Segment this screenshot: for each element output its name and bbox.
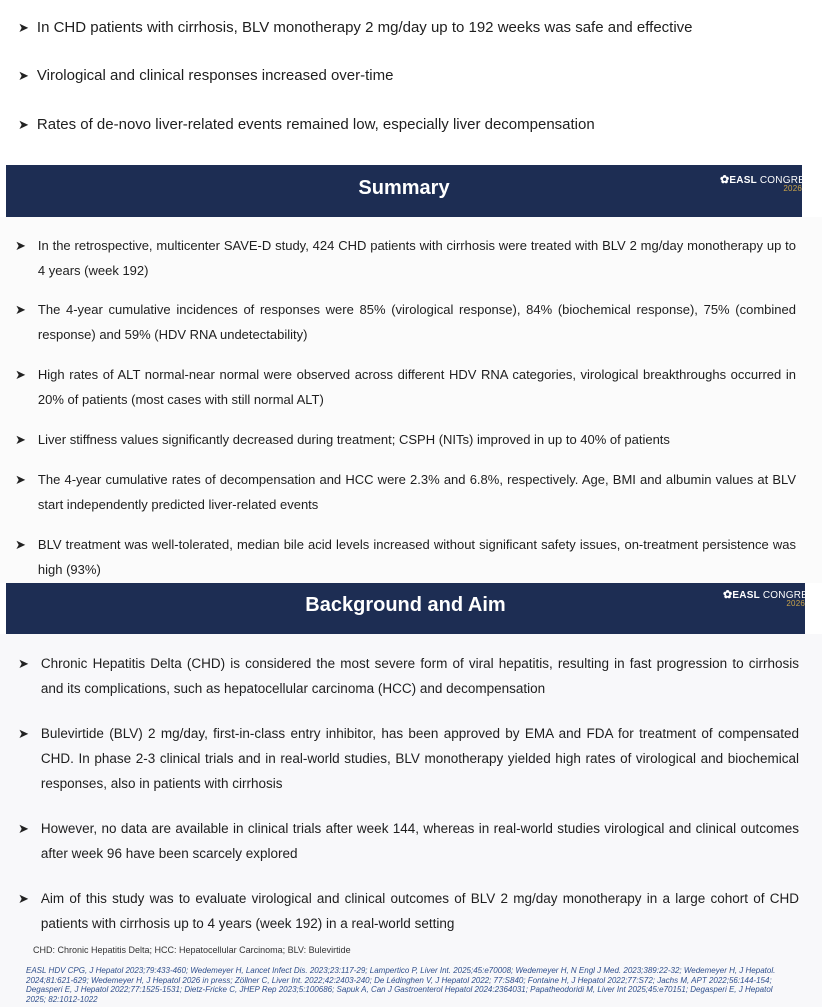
background-section xyxy=(0,634,822,1007)
conclusion-section xyxy=(0,0,822,150)
arrow-bullet-icon: ➤ xyxy=(18,20,29,35)
arrow-bullet-icon: ➤ xyxy=(18,891,29,906)
arrow-bullet-icon: ➤ xyxy=(18,68,29,83)
list-item xyxy=(18,15,798,40)
list-item xyxy=(18,816,799,866)
arrow-bullet-icon: ➤ xyxy=(15,367,26,382)
summary-banner xyxy=(6,165,819,217)
flower-icon: ✿ xyxy=(720,174,730,186)
bullet-text: Rates of de-novo liver-related events remained low, especially liver decompensation xyxy=(36,116,595,133)
list-item xyxy=(15,427,796,452)
arrow-bullet-icon: ➤ xyxy=(18,117,29,132)
flower-icon: ✿ xyxy=(723,589,733,601)
arrow-bullet-icon: ➤ xyxy=(15,302,26,317)
bullet-text: In CHD patients with cirrhosis, BLV monotherapy 2 mg/day up to 192 weeks was safe and effective xyxy=(36,19,693,36)
arrow-bullet-icon: ➤ xyxy=(15,537,26,552)
bullet-text: The 4-year cumulative incidences of responses were 85% (virological response), 84% (biochemical response), 75% (combined response) and 59% (HDV RNA undetectability) xyxy=(37,302,796,342)
background-banner xyxy=(6,583,822,634)
summary-section xyxy=(0,217,822,583)
bullet-text: Virological and clinical responses increased over-time xyxy=(36,67,394,84)
bullet-text: However, no data are available in clinical trials after week 144, whereas in real-world studies virological and clinical outcomes after week 96 have been scarcely explored xyxy=(40,821,799,861)
references: EASL HDV CPG, J Hepatol 2023;79:433-460; Wedemeyer H, Lancet Infect Dis. 2023;23:117-29; Lampertico P, Liver Int. 2025;45:e70008; Wedemeyer H, N Engl J Med. 2023;389:22-32; Wedemeyer H, J Hepatol. 2024;81:621-629; Wedemeyer H, J Hepatol 2026 in press; Zöllner C, Liver Int. 2022;42:2403-240; De Lédinghen V, J Hepatol 2022; 77:S840; Fontaine H, J Hepatol 2022;77:S72; Jachs M, APT 2022;56:144-154; Degasperi E, J Hepatol 2022;77:1525-1531; Dietz-Fricke C, JHEP Rep 2023;5:100686; Sapuk A, Can J Gastroenterol Hepatol 2024:2364031; Papatheodoridi M, Liver Int 2025;45:e70151; Degasperi E, J Hepatol 2025; 82:1012-1022 xyxy=(26,966,776,1004)
arrow-bullet-icon: ➤ xyxy=(18,656,29,671)
bullet-text: In the retrospective, multicenter SAVE-D study, 424 CHD patients with cirrhosis were treated with BLV 2 mg/day monotherapy up to 4 years (week 192) xyxy=(37,238,796,278)
background-title: Background and Aim xyxy=(305,594,506,616)
arrow-bullet-icon: ➤ xyxy=(18,821,29,836)
list-item xyxy=(18,112,798,137)
bullet-text: Bulevirtide (BLV) 2 mg/day, first-in-class entry inhibitor, has been approved by EMA and FDA for treatment of compensated CHD. In phase 2-3 clinical trials and in real-world studies, BLV monotherapy yielded high rates of virological and biochemical responses, also in patients with cirrhosis xyxy=(40,726,799,791)
arrow-bullet-icon: ➤ xyxy=(15,238,26,253)
list-item xyxy=(18,886,799,936)
bullet-text: The 4-year cumulative rates of decompensation and HCC were 2.3% and 6.8%, respectively. Age, BMI and albumin values at BLV start independently predicted liver-related events xyxy=(37,472,796,512)
bullet-text: Chronic Hepatitis Delta (CHD) is considered the most severe form of viral hepatitis, resulting in fast progression to cirrhosis and its complications, such as hepatocellular carcinoma (HCC) and decompensation xyxy=(40,656,799,696)
list-item xyxy=(15,233,796,283)
arrow-bullet-icon: ➤ xyxy=(18,726,29,741)
bullet-text: Aim of this study was to evaluate virological and clinical outcomes of BLV 2 mg/day monotherapy in a large cohort of CHD patients with cirrhosis up to 4 years (week 192) in a real-world setting xyxy=(40,891,799,931)
arrow-bullet-icon: ➤ xyxy=(15,432,26,447)
list-item xyxy=(18,63,798,88)
easl-congress-logo: ✿EASL CONGRESS 2026 xyxy=(723,589,822,608)
bullet-text: High rates of ALT normal-near normal were observed across different HDV RNA categories, virological breakthroughs occurred in 20% of patients (most cases with still normal ALT) xyxy=(37,367,796,407)
easl-congress-logo: ✿EASL CONGRESS 2026 xyxy=(720,174,819,193)
list-item xyxy=(18,721,799,796)
bullet-text: Liver stiffness values significantly decreased during treatment; CSPH (NITs) improved in up to 40% of patients xyxy=(37,432,670,447)
abbreviations-note: CHD: Chronic Hepatitis Delta; HCC: Hepatocellular Carcinoma; BLV: Bulevirtide xyxy=(33,945,351,955)
list-item xyxy=(15,362,796,412)
list-item xyxy=(15,467,796,517)
summary-title: Summary xyxy=(358,177,450,199)
list-item xyxy=(18,651,799,701)
bullet-text: BLV treatment was well-tolerated, median bile acid levels increased without significant safety issues, on-treatment persistence was high (93%) xyxy=(37,537,796,577)
list-item xyxy=(15,297,796,347)
arrow-bullet-icon: ➤ xyxy=(15,472,26,487)
list-item xyxy=(15,532,796,582)
